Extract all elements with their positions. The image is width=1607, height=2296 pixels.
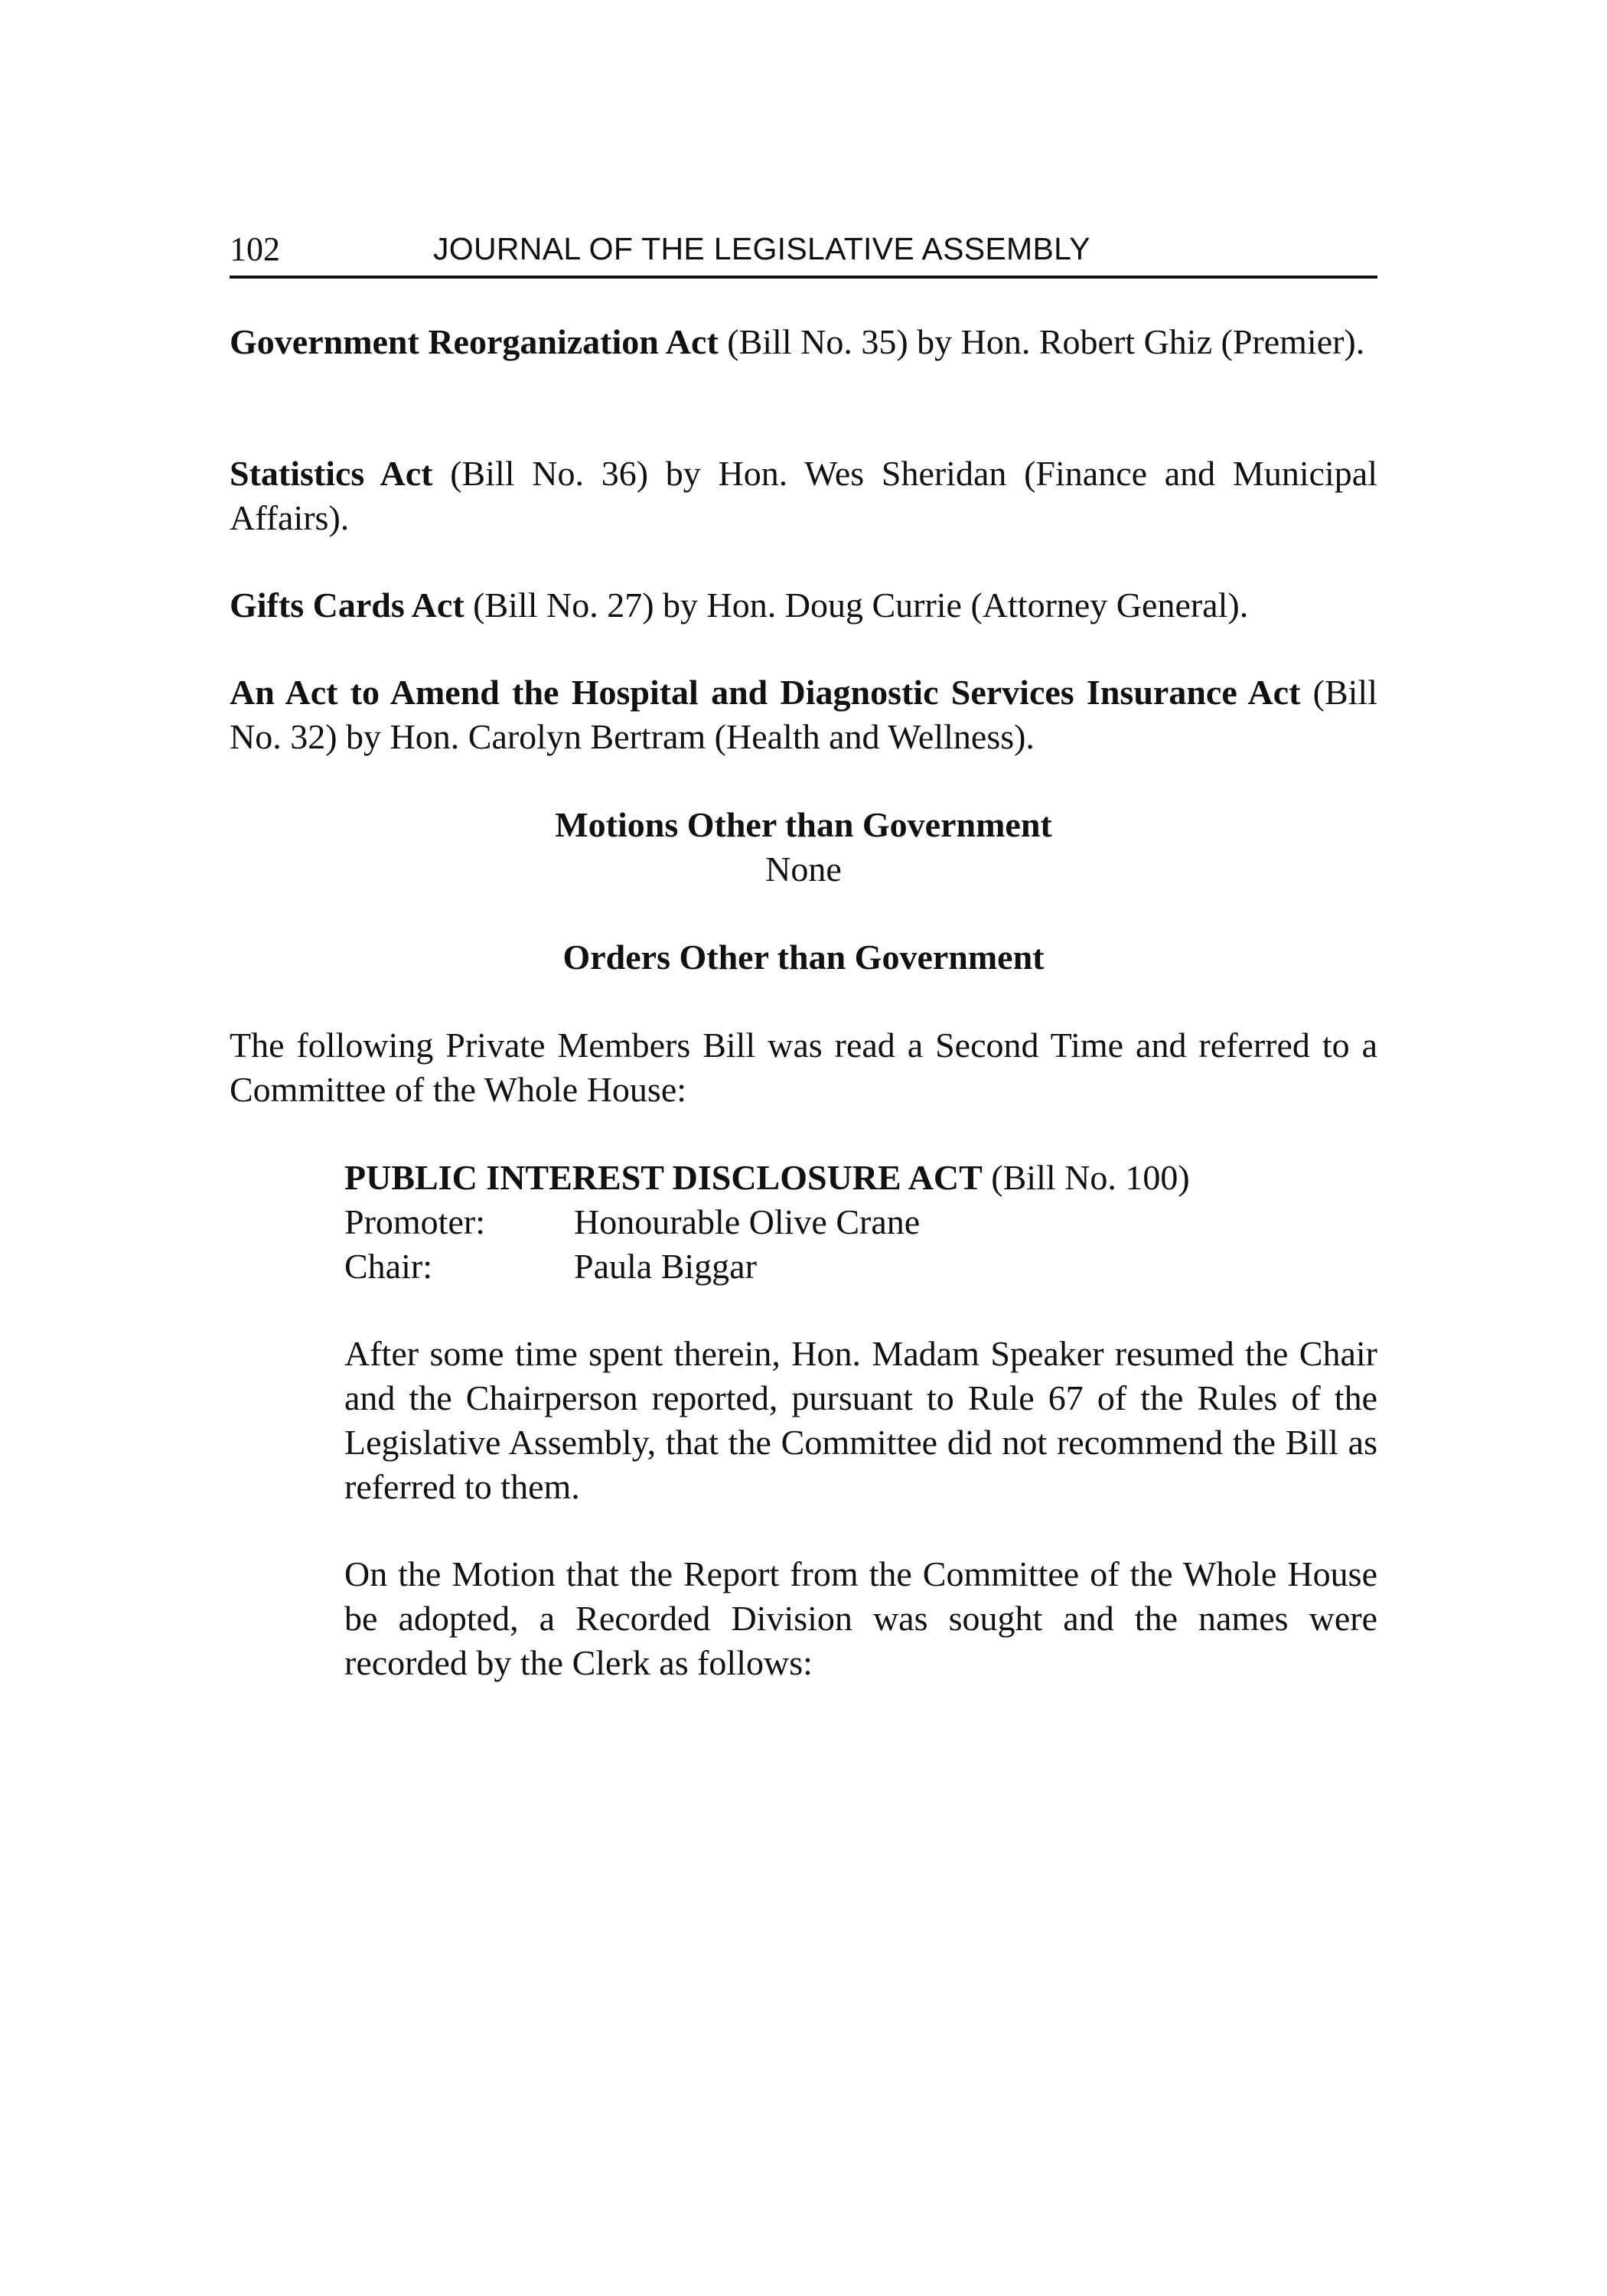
orders-intro: The following Private Members Bill was read a Second Time and referred to a Committee of the Whole House: <box>230 1026 1377 1109</box>
orders-heading: Orders Other than Government <box>562 938 1045 977</box>
bill-details: (Bill No. 35) by Hon. Robert Ghiz (Premier). <box>718 322 1365 361</box>
bill-entry-4 <box>230 670 1377 759</box>
motions-content: None <box>765 850 842 889</box>
bill-details: (Bill No. 32) by Hon. Carolyn Bertram (Health and Wellness). <box>230 673 1377 756</box>
bill-title: Gifts Cards Act <box>230 585 464 625</box>
motions-heading: Motions Other than Government <box>555 805 1052 844</box>
bill-details: (Bill No. 27) by Hon. Doug Currie (Attorney General). <box>464 585 1249 625</box>
motion-paragraph: On the Motion that the Report from the Committee of the Whole House be adopted, a Recorded Division was sought and the names were recorded by the Clerk as follows: <box>344 1554 1377 1682</box>
bill-entry-3 <box>230 583 1377 628</box>
chair-row <box>344 1244 1377 1289</box>
bill-entry-1 <box>230 320 1377 364</box>
bill-title: Government Reorganization Act <box>230 322 719 361</box>
private-bill-heading <box>344 1156 1377 1200</box>
bill-details: (Bill No. 36) by Hon. Wes Sheridan (Finance and Municipal Affairs). <box>230 454 1377 537</box>
page-number: 102 <box>230 230 280 268</box>
promoter-label: Promoter: <box>344 1202 485 1241</box>
private-bill-title: PUBLIC INTEREST DISCLOSURE ACT <box>344 1158 983 1197</box>
bill-title: Statistics Act <box>230 454 433 493</box>
committee-report-paragraph: After some time spent therein, Hon. Madam Speaker resumed the Chair and the Chairperson reported, pursuant to Rule 67 of the Rules of the Legislative Assembly, that the Committee did not recommend the Bill as referred to them. <box>344 1334 1377 1506</box>
promoter-value: Honourable Olive Crane <box>574 1202 921 1241</box>
journal-page <box>230 0 1377 2296</box>
private-bill-number: (Bill No. 100) <box>982 1158 1190 1197</box>
bill-entry-2 <box>230 452 1377 540</box>
journal-title: JOURNAL OF THE LEGISLATIVE ASSEMBLY <box>433 231 1090 266</box>
running-header <box>230 228 1377 279</box>
chair-value: Paula Biggar <box>574 1247 757 1286</box>
private-bill-block <box>344 1156 1377 1289</box>
bill-title: An Act to Amend the Hospital and Diagnostic Services Insurance Act <box>230 673 1301 712</box>
promoter-row <box>344 1200 1377 1244</box>
chair-label: Chair: <box>344 1247 432 1286</box>
